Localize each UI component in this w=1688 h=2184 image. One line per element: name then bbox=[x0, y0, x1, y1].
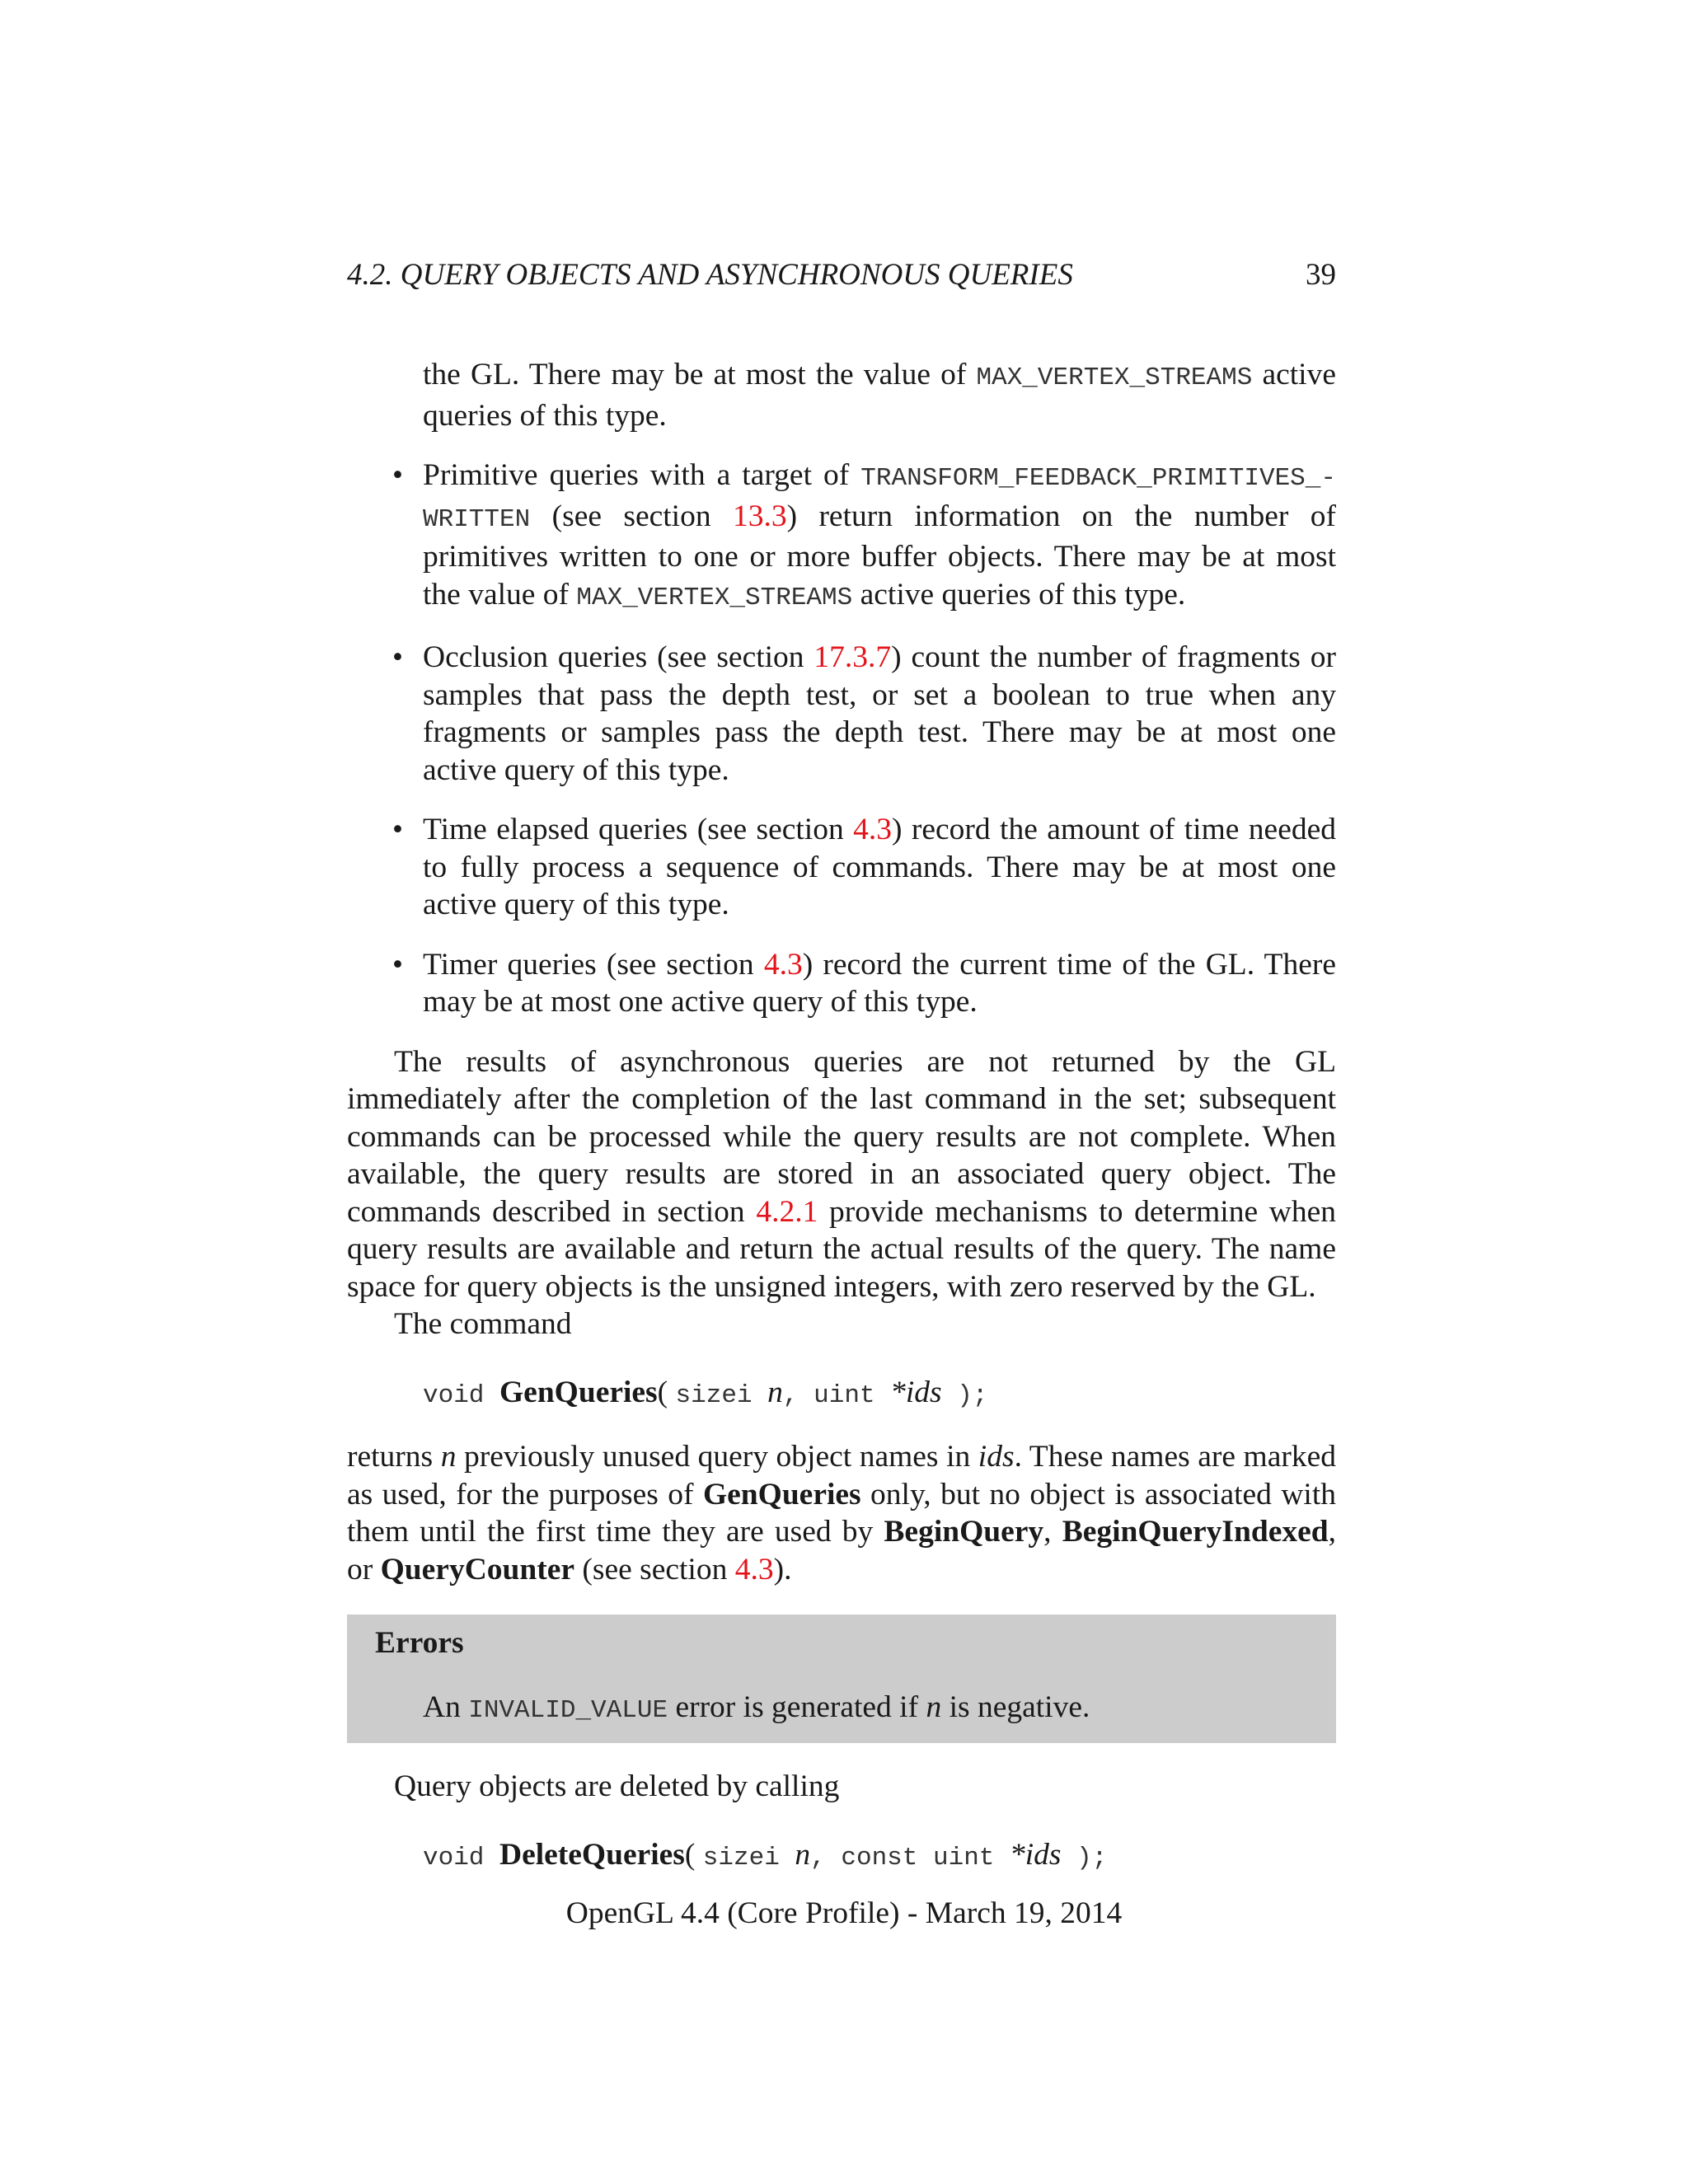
errors-box bbox=[347, 1615, 1336, 1743]
list-item-timer-queries: • Timer queries (see section 4.3) record the current time of the GL. There may be at most one active query of this type. bbox=[392, 947, 1336, 1019]
function-name: DeleteQueries bbox=[499, 1837, 685, 1872]
page-footer: OpenGL 4.4 (Core Profile) - March 19, 2014 bbox=[565, 1896, 1123, 1930]
command-intro: The command bbox=[394, 1307, 572, 1341]
page-number: 39 bbox=[1306, 258, 1336, 292]
code-term: MAX_VERTEX_STREAMS bbox=[976, 363, 1253, 392]
section-link[interactable]: 17.3.7 bbox=[814, 640, 892, 674]
section-link[interactable]: 13.3 bbox=[732, 499, 787, 533]
section-link[interactable]: 4.2.1 bbox=[756, 1194, 818, 1229]
delete-queries-signature: void DeleteQueries( sizei n, const uint *ids ); bbox=[423, 1837, 1108, 1872]
list-item-primitive-queries: • Primitive queries with a target of TRANSFORM_FEEDBACK_PRIMITIVES_-WRITTEN (see section 13.3) return information on the number of primitives written to one or more buffer objects. There may be at most the value of MAX_VERTEX_STREAMS active queries of this type. bbox=[392, 458, 1336, 612]
section-link[interactable]: 4.3 bbox=[763, 947, 803, 982]
list-item-time-elapsed-queries: • Time elapsed queries (see section 4.3) record the amount of time needed to fully process a sequence of commands. There may be at most one active query of this type. bbox=[392, 813, 1336, 921]
delete-intro: Query objects are deleted by calling bbox=[394, 1769, 840, 1803]
code-term: MAX_VERTEX_STREAMS bbox=[576, 583, 853, 612]
continuation-text: the GL. There may be at most the value of MAX_VERTEX_STREAMS active queries of this type. bbox=[423, 358, 1336, 433]
main-content bbox=[347, 356, 1336, 1900]
section-link[interactable]: 4.3 bbox=[734, 1552, 774, 1586]
function-name: GenQueries bbox=[499, 1376, 658, 1409]
error-description: An INVALID_VALUE error is generated if n is negative. bbox=[423, 1690, 1090, 1725]
code-term: INVALID_VALUE bbox=[468, 1696, 668, 1725]
running-header bbox=[347, 257, 1336, 300]
gen-queries-signature: void GenQueries( sizei n, uint *ids ); bbox=[423, 1376, 988, 1410]
bullet-icon: • bbox=[392, 813, 403, 846]
section-title: 4.2. QUERY OBJECTS AND ASYNCHRONOUS QUERIES bbox=[347, 258, 1073, 292]
results-paragraph: The results of asynchronous queries are not returned by the GL immediately after the completion of the last command in the set; subsequent commands can be processed while the query results are not complete. When available, the query results are stored in an associated query object. The commands described in section 4.2.1 provide mechanisms to determine when query results are available and return the actual results of the query. The name space for query objects is the unsigned integers, with zero reserved by the GL. bbox=[347, 1044, 1337, 1304]
bullet-icon: • bbox=[392, 458, 403, 492]
bullet-icon: • bbox=[392, 947, 403, 982]
returns-paragraph: returns n previously unused query object names in ids. These names are marked as used, for the purposes of GenQueries only, but no object is associated with them until the first time they are used by BeginQuery, BeginQueryIndexed, or QueryCounter (see section 4.3). bbox=[347, 1440, 1337, 1586]
errors-heading: Errors bbox=[375, 1626, 464, 1660]
list-item-occlusion-queries: • Occlusion queries (see section 17.3.7) count the number of fragments or samples that pass the depth test, or set a boolean to true when any fragments or samples pass the depth test. There may be at most one active query of this type. bbox=[392, 640, 1336, 787]
bullet-icon: • bbox=[392, 640, 403, 674]
code-term: TRANSFORM_FEEDBACK_PRIMITIVES_-WRITTEN bbox=[423, 464, 1336, 534]
section-link[interactable]: 4.3 bbox=[853, 813, 892, 846]
